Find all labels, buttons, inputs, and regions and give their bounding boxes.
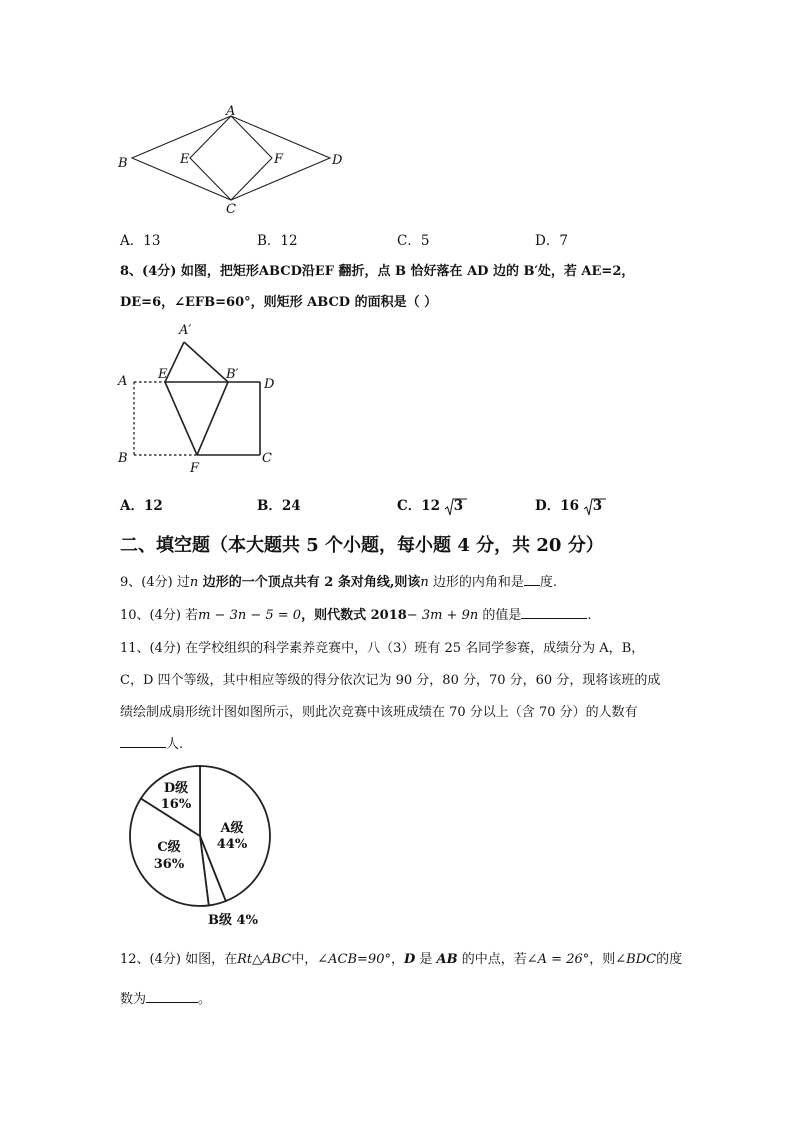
q11-text-line4 (120, 733, 183, 752)
label-f: F (190, 461, 200, 475)
q12-part: 12、(4分) 如图，在 (120, 952, 238, 967)
outer-rhombus (132, 116, 330, 200)
sqrt-symbol (584, 498, 602, 514)
q7-option-c: C．5 (397, 233, 430, 249)
q12-part: 数为 (120, 992, 147, 1007)
label-b: B (118, 156, 128, 171)
q9-answer-blank[interactable] (524, 573, 540, 586)
q9-part: 度. (539, 575, 558, 590)
q7-option-a: A．13 (120, 233, 161, 249)
q7-rhombus-figure (110, 100, 360, 218)
q12-text-line2 (120, 988, 211, 1007)
q10-equation: m − 3n − 5 = 0 (198, 608, 302, 623)
pie-pct-a: 44% (216, 837, 248, 852)
q8-option-d-radicand: 3 (592, 498, 603, 514)
q12-angle-bdc: ∠BDC (615, 952, 657, 967)
sqrt-symbol (445, 498, 463, 514)
label-f: F (274, 152, 284, 167)
q12-text-line1 (120, 948, 682, 967)
label-b-prime: B′ (226, 367, 239, 382)
q11-part: 人. (166, 737, 184, 752)
q9-var-n: n (189, 575, 199, 590)
q8-text-line2: DE=6，∠EFB=60°，则矩形 ABCD 的面积是（ ） (120, 295, 438, 310)
label-e: E (180, 152, 190, 167)
grade-pie-chart (118, 758, 283, 933)
q11-text-line2: C，D 四个等级，其中相应等级的得分依次记为 90 分，80 分，70 分，60 分，现将该班的成 (120, 673, 661, 688)
pie-label-b: B级 4% (208, 913, 258, 928)
q10-answer-blank[interactable] (521, 606, 587, 619)
q11-text-line1: 11、(4分) 在学校组织的科学素养竞赛中，八（3）班有 25 名同学参赛，成绩分为 A，B， (120, 641, 645, 656)
section-fill-in-heading: 二、填空题（本大题共 5 个小题，每小题 4 分，共 20 分） (120, 535, 604, 556)
q10-text (120, 604, 592, 623)
q9-part: 9、(4分) 过 (120, 575, 190, 590)
q11-answer-blank[interactable] (120, 735, 166, 748)
q8-option-c (397, 494, 463, 514)
q12-part: 是 (415, 952, 437, 967)
q8-option-d (535, 494, 602, 514)
q12-angle-acb: ∠ACB=90° (317, 952, 391, 967)
q12-part: ， (390, 952, 404, 967)
q8-option-a: A．12 (120, 498, 163, 514)
q8-option-d-prefix: D．16 (535, 498, 579, 514)
pie-label-c: C级 (157, 840, 181, 855)
pie-label-d: D级 (163, 781, 189, 796)
q10-part: 10、(4分) 若 (120, 608, 199, 623)
q12-point-d: D (403, 952, 416, 967)
q10-part: . (587, 608, 592, 623)
pie-label-a: A级 (220, 821, 244, 836)
q10-part: 的值是 (478, 608, 522, 623)
q9-var-n: n (420, 575, 429, 590)
q12-segment-ab: AB (436, 952, 458, 967)
label-c: C (226, 202, 236, 217)
q8-text-line1: 8、(4分) 如图，把矩形ABCD沿EF 翻折，点 B 恰好落在 AD 边的 B′处，若 AE=2， (120, 264, 635, 279)
q11-text-line3: 绩绘制成扇形统计图如图所示，则此次竞赛中该班成绩在 70 分以上（含 70 分）的人数有 (120, 705, 638, 720)
q9-part: 边形的内角和是 (428, 575, 524, 590)
q7-option-d: D．7 (535, 233, 568, 249)
q12-part: 的度 (656, 952, 683, 967)
q8-option-c-prefix: C．12 (397, 498, 441, 514)
q8-rectangle-figure (110, 315, 290, 475)
label-d: D (264, 377, 275, 392)
label-e: E (158, 367, 168, 382)
q12-triangle: Rt△ABC (237, 952, 292, 967)
label-d: D (332, 153, 343, 168)
q12-part: 。 (198, 992, 212, 1007)
q12-angle-a: ∠A = 26° (526, 952, 590, 967)
pie-pct-c: 36% (153, 857, 185, 872)
q12-part: 的中点，若 (457, 952, 527, 967)
q8-option-b: B．24 (257, 498, 301, 514)
q9-part: 边形的一个顶点共有 2 条对角线,则该 (198, 575, 421, 590)
q10-expression: − 3m + 9n (406, 608, 479, 623)
label-b: B (118, 451, 128, 466)
q12-answer-blank[interactable] (146, 990, 198, 1003)
q10-part: ，则代数式 2018 (301, 608, 407, 623)
label-a: A (226, 104, 236, 119)
label-a-prime: A′ (179, 323, 192, 338)
q9-text (120, 571, 557, 590)
q12-part: 中， (291, 952, 318, 967)
q8-option-c-radicand: 3 (453, 498, 464, 514)
label-c: C (262, 451, 272, 466)
pie-pct-d: 16% (160, 797, 192, 812)
label-a: A (118, 374, 128, 389)
q12-part: ，则 (589, 952, 616, 967)
q7-option-b: B．12 (257, 233, 298, 249)
